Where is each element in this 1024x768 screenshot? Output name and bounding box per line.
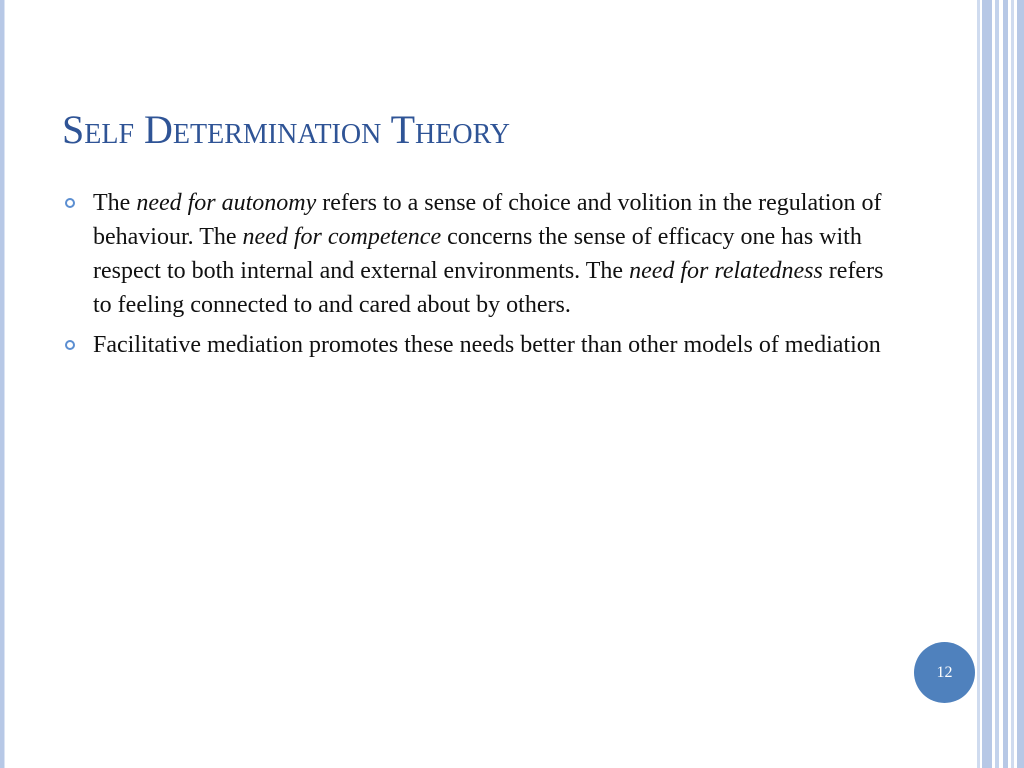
right-stripe-decoration <box>1017 0 1024 768</box>
text-segment: concerns the sense of efficacy one has with respect to both internal and external environments. The <box>93 224 862 284</box>
right-stripe-decoration <box>1003 0 1008 768</box>
text-segment: refers to a sense of choice and volition in the regulation of behaviour. The <box>93 190 882 250</box>
right-stripe-decoration <box>977 0 980 768</box>
right-stripe-decoration <box>1011 0 1014 768</box>
emphasized-term: need for relatedness <box>629 258 823 284</box>
page-number-badge: 12 <box>914 642 975 703</box>
bullet-text <box>93 190 883 318</box>
emphasized-term: need for competence <box>242 224 442 250</box>
bullet-icon <box>65 198 75 208</box>
right-stripe-decoration <box>995 0 999 768</box>
emphasized-term: need for autonomy <box>136 190 317 216</box>
text-segment: Facilitative mediation promotes these needs better than other models of mediation <box>93 332 881 358</box>
text-segment: The <box>93 190 137 216</box>
left-border-decoration <box>0 0 4 768</box>
bullet-icon <box>65 340 75 350</box>
bullet-text <box>93 332 881 358</box>
right-stripe-decoration <box>982 0 992 768</box>
bullet-item <box>62 328 892 362</box>
text-segment: refers to feeling connected to and cared about by others. <box>93 258 884 318</box>
bullet-list <box>62 186 892 368</box>
slide-title: Self Determination Theory <box>62 107 510 152</box>
bullet-item <box>62 186 892 322</box>
